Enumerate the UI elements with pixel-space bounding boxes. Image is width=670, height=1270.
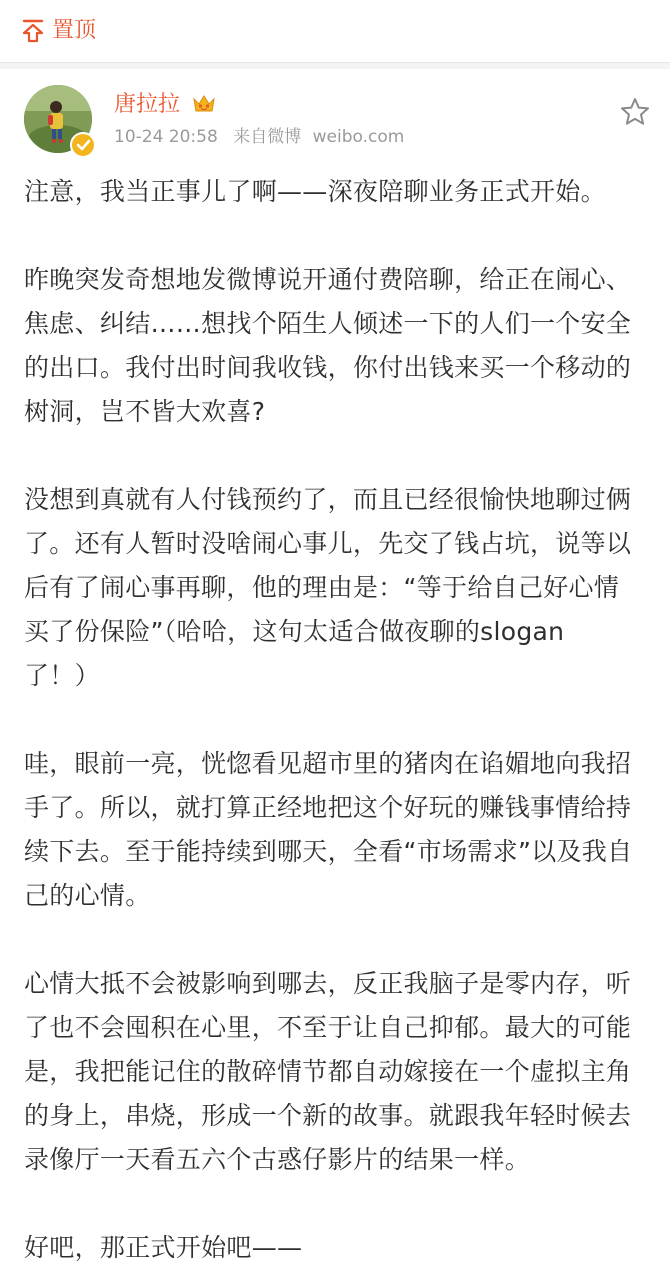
pinned-label: 置顶	[52, 18, 97, 43]
post-paragraph: 没想到真就有人付钱预约了，而且已经很愉快地聊过俩 了。还有人暂时没啥闹心事儿，先交了钱占坑，说等以 后有了闹心事再聊，他的理由是：“等于给自己好心情 买了份保险”（哈哈，这句太适合做夜聊的slogan 了！）	[24, 485, 632, 690]
post-source-prefix: 来自微博	[233, 127, 302, 147]
verified-badge-icon	[70, 132, 96, 158]
vip-crown-icon	[192, 93, 216, 115]
pinned-header	[0, 0, 670, 63]
post-time: 10-24 20:58	[114, 127, 218, 147]
post-header	[0, 69, 670, 169]
post-paragraph: 昨晚突发奇想地发微博说开通付费陪聊，给正在闹心、 焦虑、纠结……想找个陌生人倾述一下的人们一个安全 的出口。我付出时间我收钱，你付出钱来买一个移动的 树洞，岂不皆大欢喜?	[24, 265, 632, 426]
post-meta	[114, 125, 404, 149]
star-icon[interactable]	[619, 96, 651, 128]
post-paragraph: 注意，我当正事儿了啊——深夜陪聊业务正式开始。	[24, 177, 606, 206]
post-paragraph: 哇，眼前一亮，恍惚看见超市里的猪肉在谄媚地向我招 手了。所以，就打算正经地把这个好玩的赚钱事情给持 续下去。至于能持续到哪天，全看“市场需求”以及我自 己的心情。	[24, 749, 633, 910]
post-body	[24, 170, 654, 1270]
author-name[interactable]: 唐拉拉	[114, 92, 181, 117]
post-paragraph: 好吧，那正式开始吧——	[24, 1233, 303, 1262]
post-paragraph: 心情大抵不会被影响到哪去，反正我脑子是零内存，听 了也不会囤积在心里，不至于让自己抑郁。最大的可能 是，我把能记住的散碎情节都自动嫁接在一个虚拟主角 的身上，串烧，形成一个新的故事。就跟我年轻时候去 录像厅一天看五六个古惑仔影片的结果一样。	[24, 969, 632, 1174]
pin-top-icon	[22, 19, 44, 43]
post-source[interactable]: weibo.com	[312, 127, 405, 147]
